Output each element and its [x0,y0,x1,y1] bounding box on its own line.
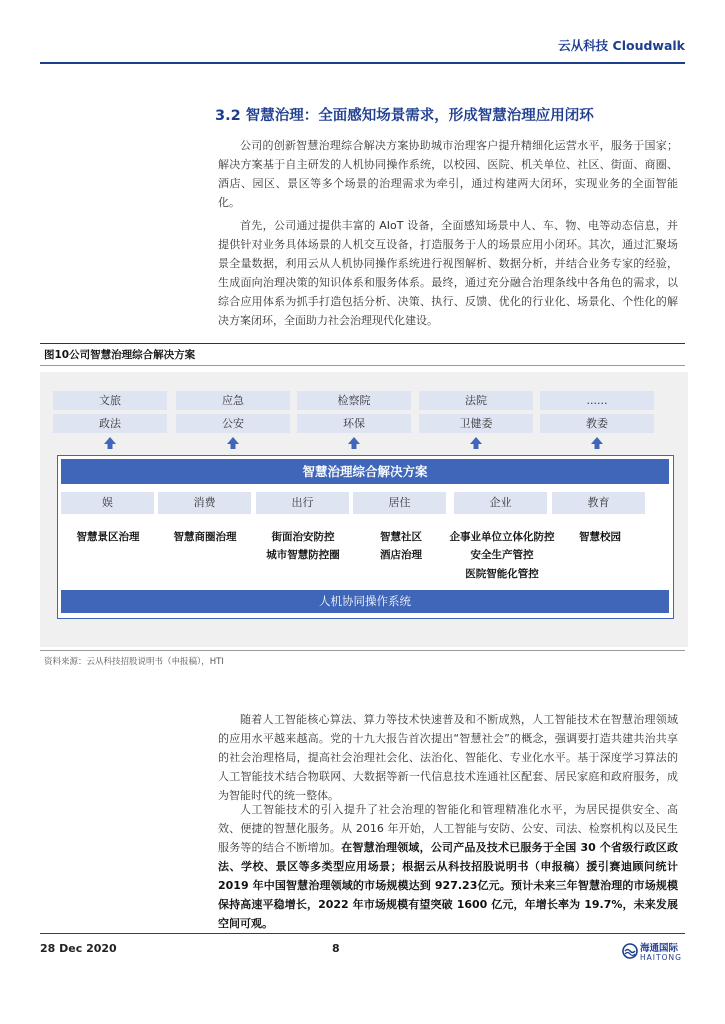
haitong-logo-icon [622,943,638,959]
footer-date: 28 Dec 2020 [40,942,117,955]
up-arrow-icon [590,436,604,450]
solution-item: 酒店治理 [380,549,422,561]
paragraph-2: 首先，公司通过提供丰富的 AIoT 设备，全面感知场景中人、车、物、电等动态信息，并提供针对业务具体场景的人机交互设备，打造服务于人的场景应用小闭环。其次，通过汇聚场景全量数据，利用云从人机协同操作系统进行视图解析、数据分析，并结合业务专家的经验，生成面向治理决策的知识体系和服务体系。最终，通过充分融合治理条线中各角色的需求，以综合应用体系为抓手打造包括分析、决策、执行、反馈、优化的行业化、场景化、个性化的解决方案闭环，全面助力社会治理现代化建设。 [218,219,678,327]
agency-cell: 应急 [176,391,290,410]
category-cell: 出行 [256,492,349,514]
haitong-logo [622,940,692,966]
header-brand: 云从科技 Cloudwalk [558,38,685,53]
page-number: 8 [332,942,340,955]
paragraph-4-plain: 人工智能技术的引入提升了社会治理的智能化和管理精准化水平，为居民提供安全、高效、便捷的智慧化服务。从 2016 年开始，人工智能与安防、公安、司法、检察机构以及民生服务等的结合不断增加。 [218,803,678,854]
agency-cell: 公安 [176,414,290,433]
category-cell: 娱 [61,492,154,514]
agency-cell: 法院 [419,391,533,410]
figure-caption: 图10公司智慧治理综合解决方案 [44,349,196,361]
paragraph-4-bold: 在智慧治理领域，公司产品及技术已服务于全国 30 个省级行政区政法、学校、景区等多类型应用场景；根据云从科技招股说明书（申报稿）援引赛迪顾问统计 2019 年中国智慧治理领域的市场规模达到 927.23亿元。预计未来三年智慧治理的市场规模保持高速平稳增长，2022 年市场规模有望突破 1600 亿元，年增长率为 19.7%，未来发展空间可观。 [218,841,679,930]
solution-item: 智慧商圈治理 [173,531,237,543]
category-cell: 企业 [454,492,547,514]
solution-item: 智慧景区治理 [76,531,140,543]
agency-cell: 检察院 [297,391,411,410]
logo-text-cn: 海通国际 [640,943,679,954]
footer-divider [40,933,685,934]
figure-top-rule [40,343,685,344]
solution-banner: 智慧治理综合解决方案 [61,459,669,484]
agency-cell: 教委 [540,414,654,433]
agency-cell: ...... [540,391,654,410]
figure-source: 资料来源：云从科技招股说明书（申报稿），HTI [44,657,224,667]
solution-item: 智慧校园 [579,531,621,543]
agency-cell: 卫健委 [419,414,533,433]
agency-cell: 政法 [53,414,167,433]
paragraph-4 [218,800,678,933]
agency-cell: 环保 [297,414,411,433]
category-cell: 消费 [158,492,251,514]
solution-item: 街面治安防控 [271,531,335,543]
solution-item: 医院智能化管控 [465,568,539,580]
up-arrow-icon [469,436,483,450]
solution-item: 城市智慧防控圈 [266,549,340,561]
base-system-bar: 人机协同操作系统 [61,590,669,613]
up-arrow-icon [103,436,117,450]
figure-bottom-rule [40,650,685,651]
paragraph-3: 随着人工智能核心算法、算力等技术快速普及和不断成熟，人工智能技术在智慧治理领域的应用水平越来越高。党的十九大报告首次提出“智慧社会”的概念，强调要打造共建共治共享的社会治理格局，提高社会治理社会化、法治化、智能化、专业化水平。基于深度学习算法的人工智能技术结合物联网、大数据等新一代信息技术连通社区配套、居民家庭和政府服务，成为智能时代的统一整体。 [218,713,678,802]
category-cell: 居住 [353,492,446,514]
up-arrow-icon [226,436,240,450]
paragraph-1: 公司的创新智慧治理综合解决方案协助城市治理客户提升精细化运营水平，服务于国家；解决方案基于自主研发的人机协同操作系统，以校园、医院、机关单位、社区、街面、商圈、酒店、园区、景区等多个场景的治理需求为牵引，通过构建两大闭环，实现业务的全面智能化。 [218,139,678,209]
solution-item: 企事业单位立体化防控 [449,531,555,543]
category-cell: 教育 [552,492,645,514]
figure-caption-rule [40,365,685,366]
solution-item: 安全生产管控 [470,549,534,561]
solution-item: 智慧社区 [380,531,422,543]
agency-cell: 文旅 [53,391,167,410]
header-divider [40,62,685,64]
up-arrow-icon [347,436,361,450]
section-title: 3.2 智慧治理：全面感知场景需求，形成智慧治理应用闭环 [215,108,594,124]
logo-text-en: HAITONG [640,953,682,962]
